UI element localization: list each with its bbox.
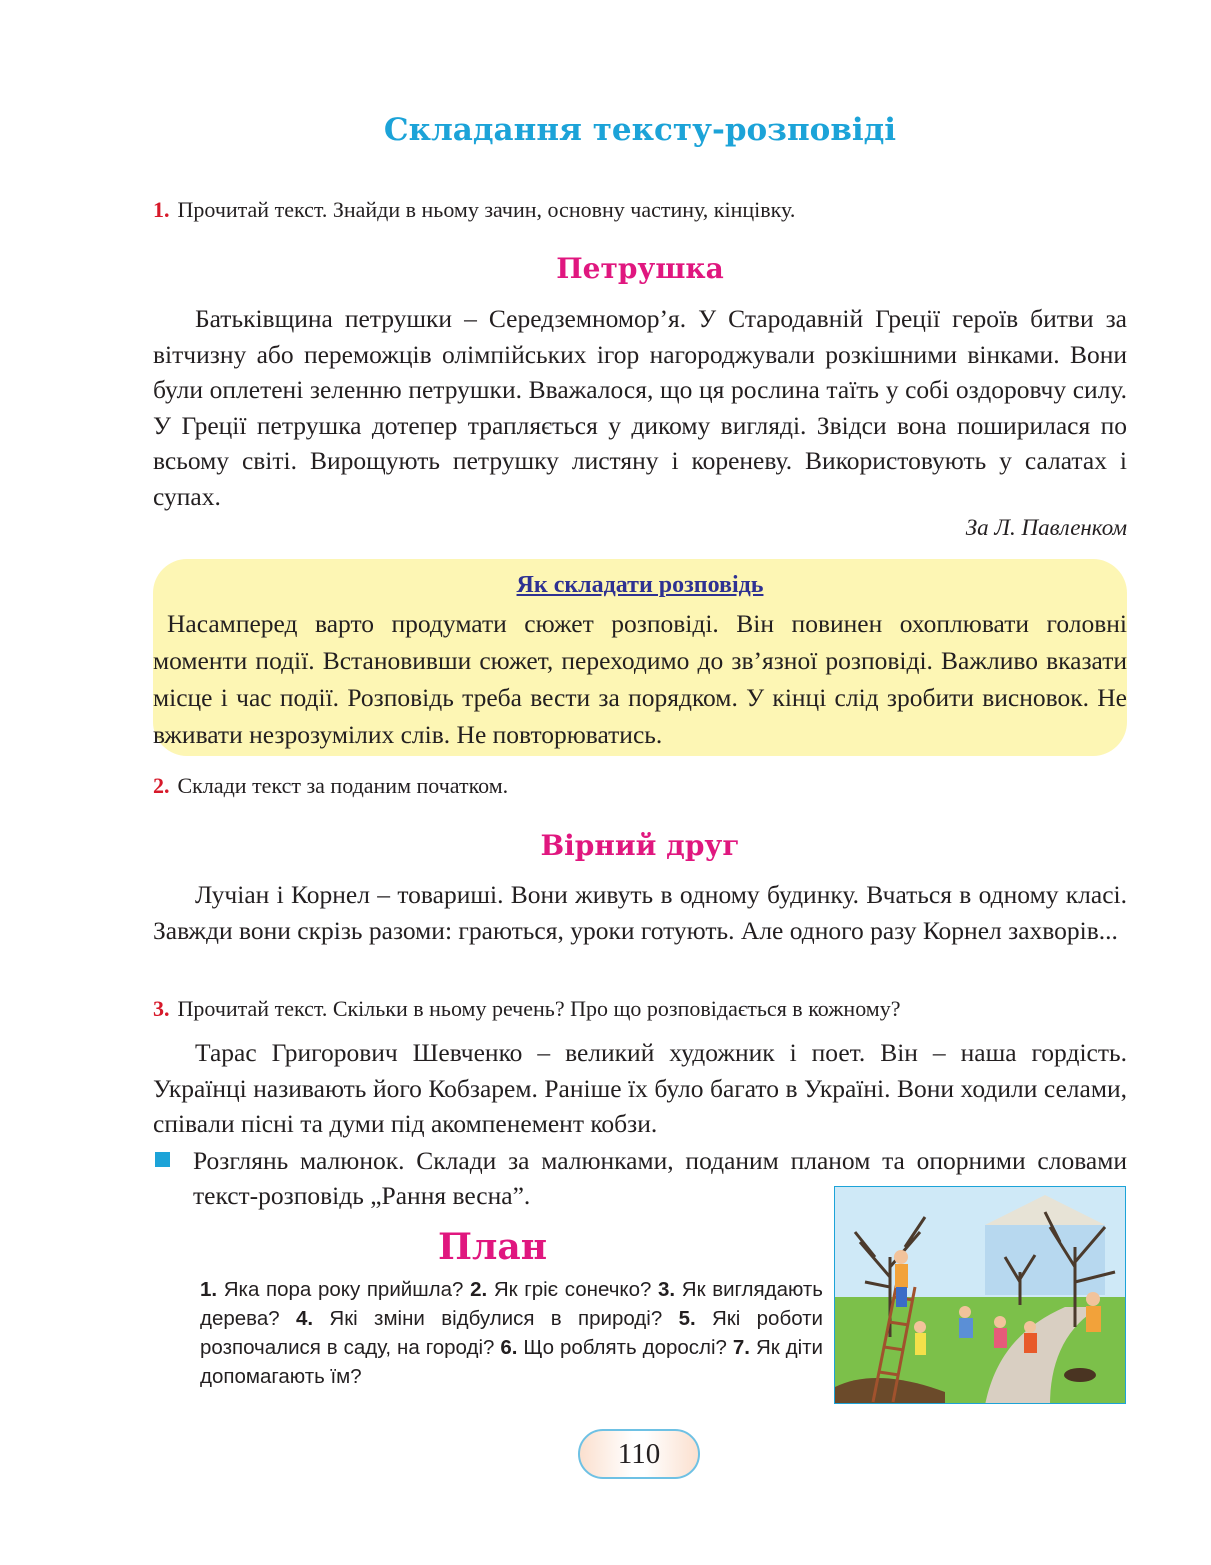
task-number: 1. [153, 197, 170, 222]
task-3 [153, 994, 900, 1024]
spring-garden-illustration [834, 1186, 1126, 1404]
task-text: Прочитай текст. Знайди в ньому зачин, основну частину, кінцівку. [177, 197, 796, 222]
story-title: Петрушка [556, 252, 724, 285]
story-text: Батьківщина петрушки – Середземномор’я. У Стародавній Греції героїв битви за вітчизну або переможців олімпійських ігор нагороджували розкішними вінками. Вони були оплетені зеленню петрушки. Вважалося, що ця рослина таїть у собі оздоровчу силу. У Греції петрушка дотепер трапляється у дикому вигляді. Звідси вона поширилася по всьому світі. Вирощують петрушку листяну і кореневу. Використовують у салатах і супах. [153, 304, 1127, 511]
task-number: 2. [153, 773, 170, 798]
plan-list: 1. Яка пора року прийшла? 2. Як гріє сонечко? 3. Як виглядають дерева? 4. Які зміни відбулися в природі? 5. Які роботи розпочалися в саду, на городі? 6. Що роблять дорослі? 7. Як діти допомагають їм? [200, 1278, 824, 1388]
rule-box-title: Як складати розповідь [516, 572, 764, 598]
plan-title: План [438, 1226, 548, 1268]
page-title: Складання тексту-розповіді [383, 112, 897, 148]
page-number: 110 [578, 1429, 700, 1479]
rule-box-text: Насамперед варто продумати сюжет розповіді. Він повинен охоплювати головні моменти події. Встановивши сюжет, переходимо до зв’язної розповіді. Важливо вказати місце і час події. Розповідь треба вести за порядком. У кінці слід зробити висновок. Не вживати незрозумілих слів. Не повторюватись. [153, 609, 1127, 749]
blue-square-icon [155, 1152, 170, 1167]
task-2 [153, 771, 508, 801]
story-author: За Л. Павленком [965, 515, 1127, 540]
story-text: Лучіан і Корнел – товариші. Вони живуть в одному будинку. Вчаться в одному класі. Завжди вони скрізь разоми: граються, уроки готують. Але одного разу Корнел захворів... [153, 880, 1127, 945]
task-4-text: Розглянь малюнок. Склади за малюнками, поданим планом та опорними словами текст-розповідь „Рання весна”. [193, 1146, 1127, 1210]
task-1 [153, 195, 795, 225]
task-text: Прочитай текст. Скільки в ньому речень? Про що розповідається в кожному? [177, 996, 901, 1021]
story-title: Вірний друг [540, 829, 740, 862]
task-number: 3. [153, 996, 170, 1021]
task-text: Склади текст за поданим початком. [177, 773, 509, 798]
story-text: Тарас Григорович Шевченко – великий художник і поет. Він – наша гордість. Українці називають його Кобзарем. Раніше їх було багато в Україні. Вони ходили селами, співали пісні та думи під акомпенемент кобзи. [153, 1038, 1127, 1138]
